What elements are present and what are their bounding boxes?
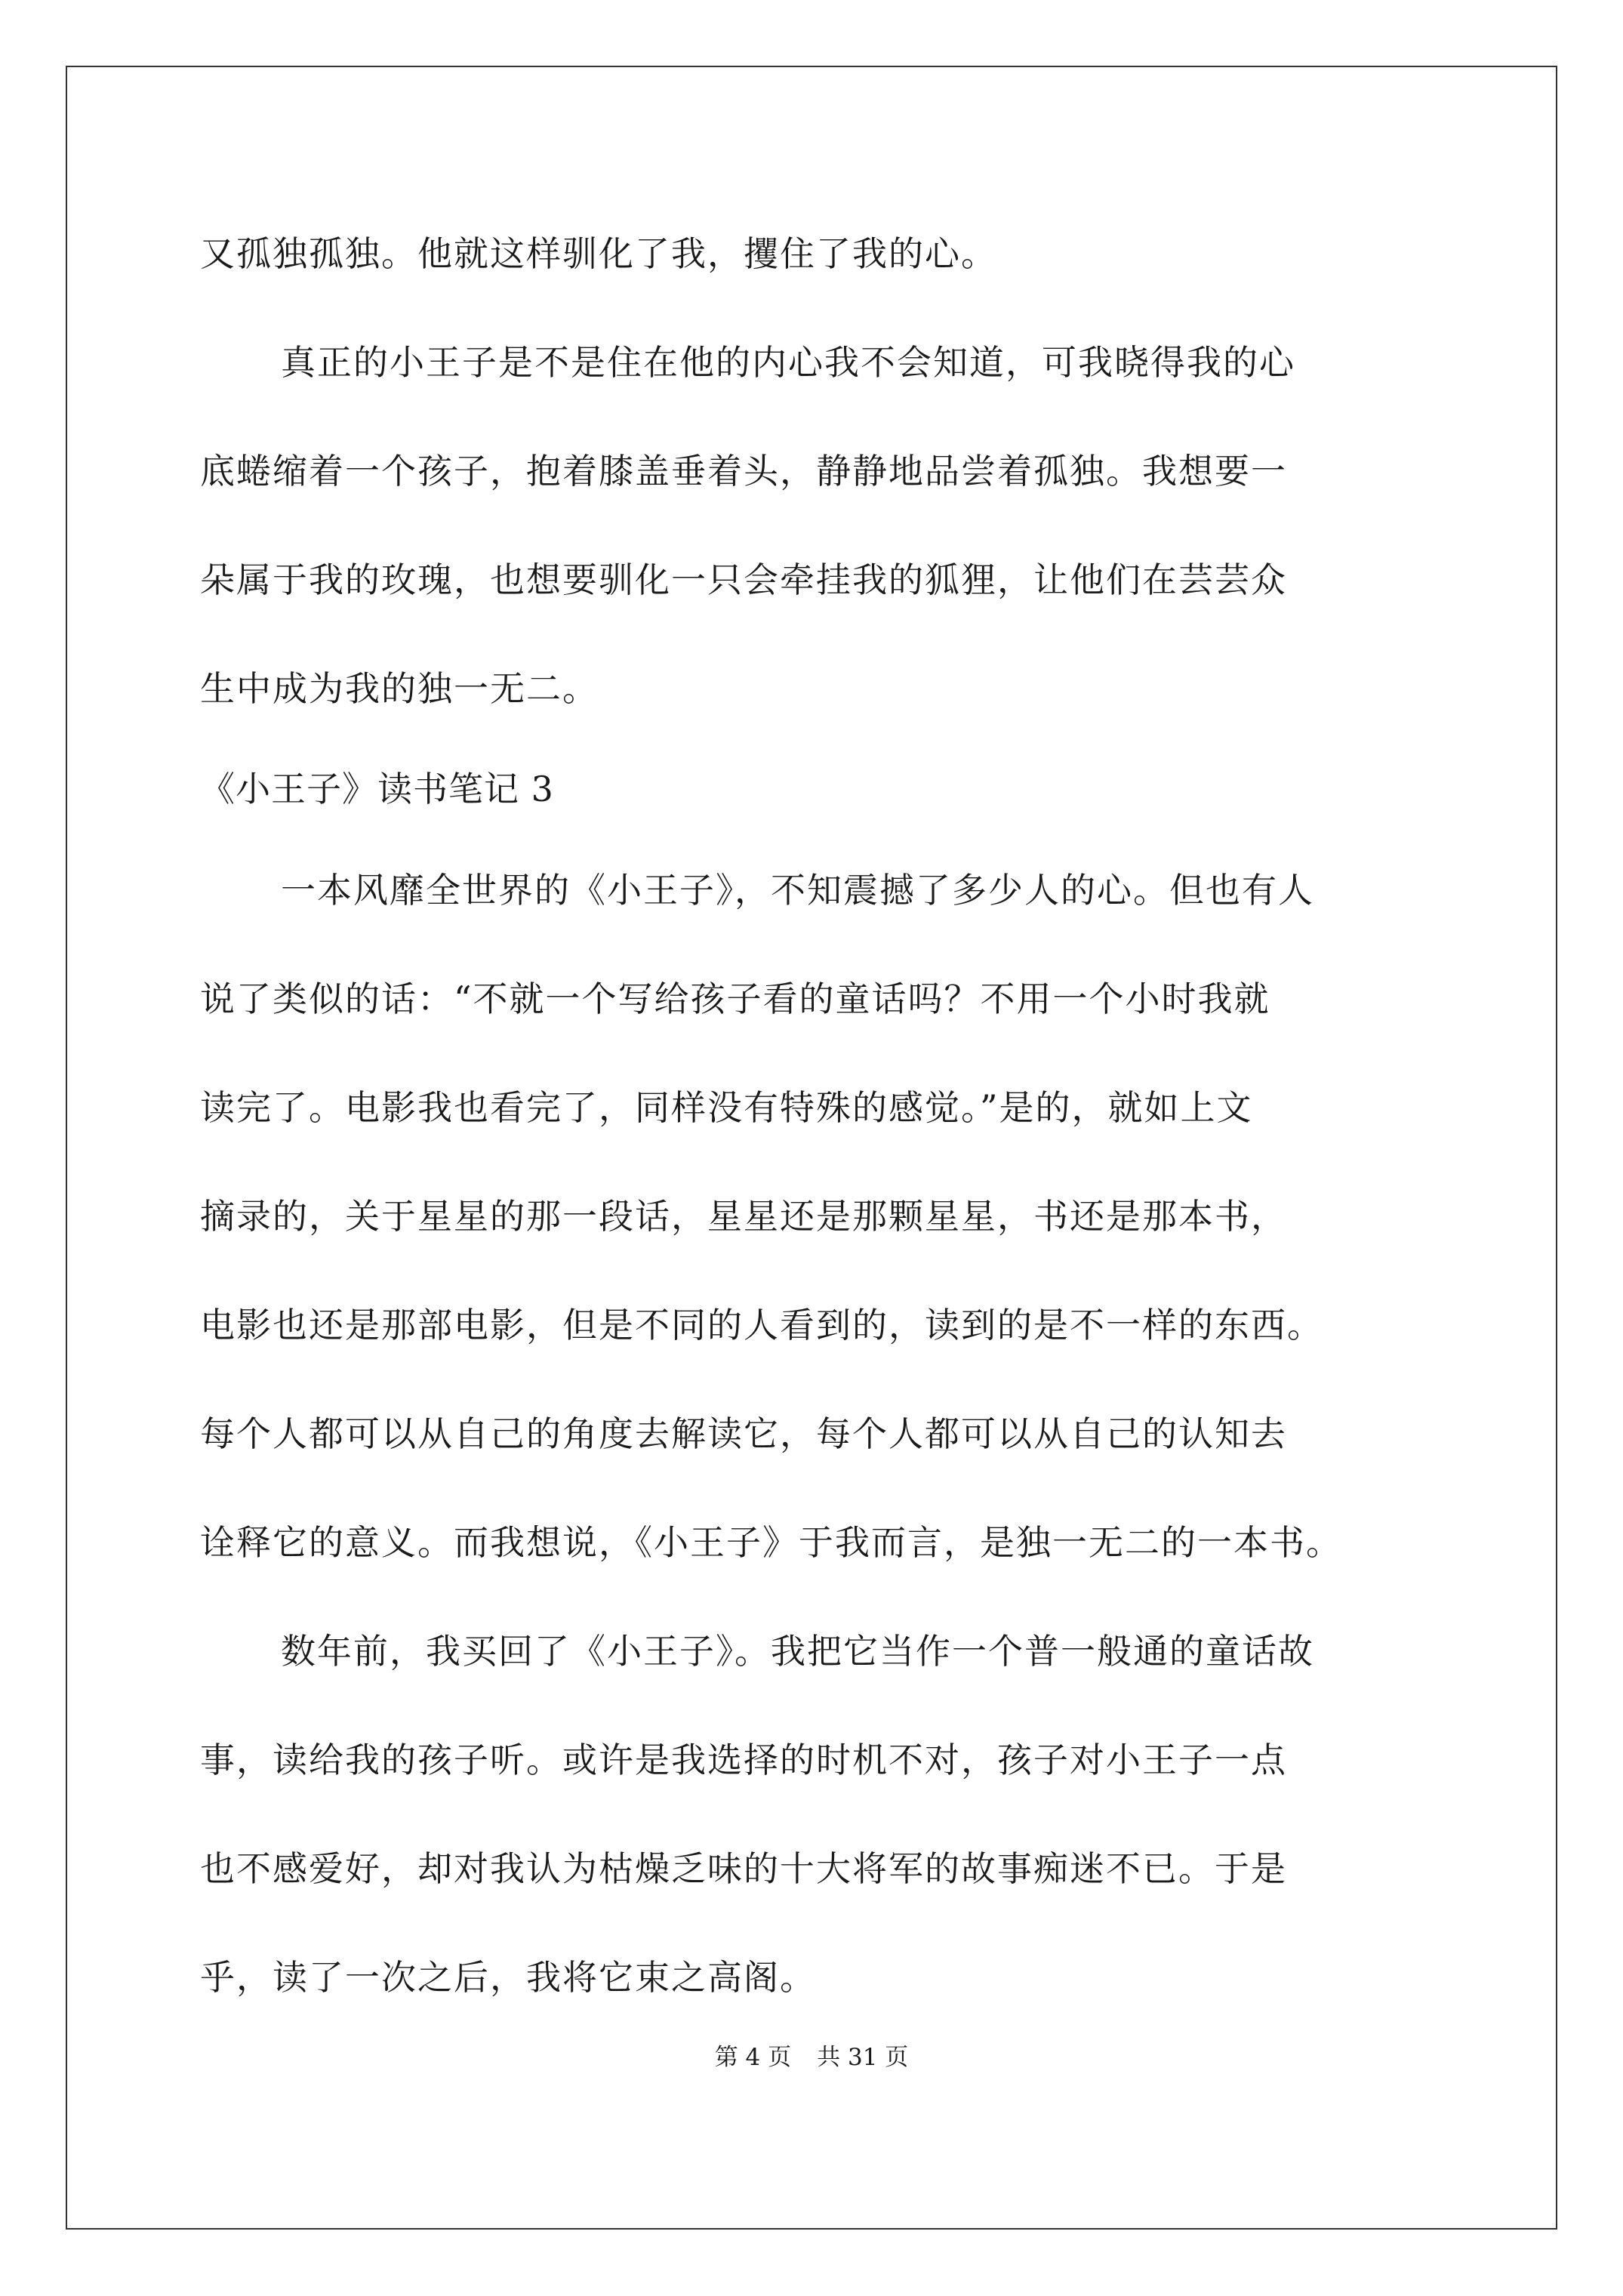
paragraph-line: 乎，读了一次之后，我将它束之高阁。 — [200, 1957, 816, 1998]
paragraph-line: 每个人都可以从自己的角度去解读它，每个人都可以从自己的认知去 — [200, 1413, 1287, 1454]
paragraph-line: 数年前，我买回了《小王子》。我把它当作一个普一般通的童话故 — [281, 1631, 1314, 1672]
page-total: 共 31 页 — [817, 2044, 909, 2071]
paragraph-line: 生中成为我的独一无二。 — [200, 668, 599, 709]
page-footer — [0, 2042, 1623, 2073]
paragraph-line: 又孤独孤独。他就这样驯化了我，攫住了我的心。 — [200, 233, 997, 274]
paragraph-line: 事，读给我的孩子听。或许是我选择的时机不对，孩子对小王子一点 — [200, 1740, 1287, 1780]
paragraph-line: 底蜷缩着一个孩子，抱着膝盖垂着头，静静地品尝着孤独。我想要一 — [200, 451, 1287, 492]
paragraph-line: 电影也还是那部电影，但是不同的人看到的，读到的是不一样的东西。 — [200, 1305, 1323, 1345]
page-border — [66, 66, 1557, 2230]
paragraph-line: 真正的小王子是不是住在他的内心我不会知道，可我晓得我的心 — [281, 342, 1295, 383]
page-number: 第 4 页 — [714, 2044, 792, 2071]
paragraph-line: 说了类似的话：“不就一个写给孩子看的童话吗？不用一个小时我就 — [200, 978, 1270, 1019]
paragraph-line: 也不感爱好，却对我认为枯燥乏味的十大将军的故事痴迷不已。于是 — [200, 1848, 1287, 1889]
section-heading: 《小王子》读书笔记 3 — [200, 769, 554, 809]
paragraph-line: 读完了。电影我也看完了，同样没有特殊的感觉。”是的，就如上文 — [200, 1087, 1253, 1128]
paragraph-line: 朵属于我的玫瑰，也想要驯化一只会牵挂我的狐狸，让他们在芸芸众 — [200, 559, 1287, 600]
paragraph-line: 摘录的，关于星星的那一段话，星星还是那颗星星，书还是那本书， — [200, 1196, 1287, 1237]
paragraph-line: 诠释它的意义。而我想说，《小王子》于我而言，是独一无二的一本书。 — [200, 1522, 1342, 1563]
paragraph-line: 一本风靡全世界的《小王子》，不知震撼了多少人的心。但也有人 — [281, 870, 1314, 911]
